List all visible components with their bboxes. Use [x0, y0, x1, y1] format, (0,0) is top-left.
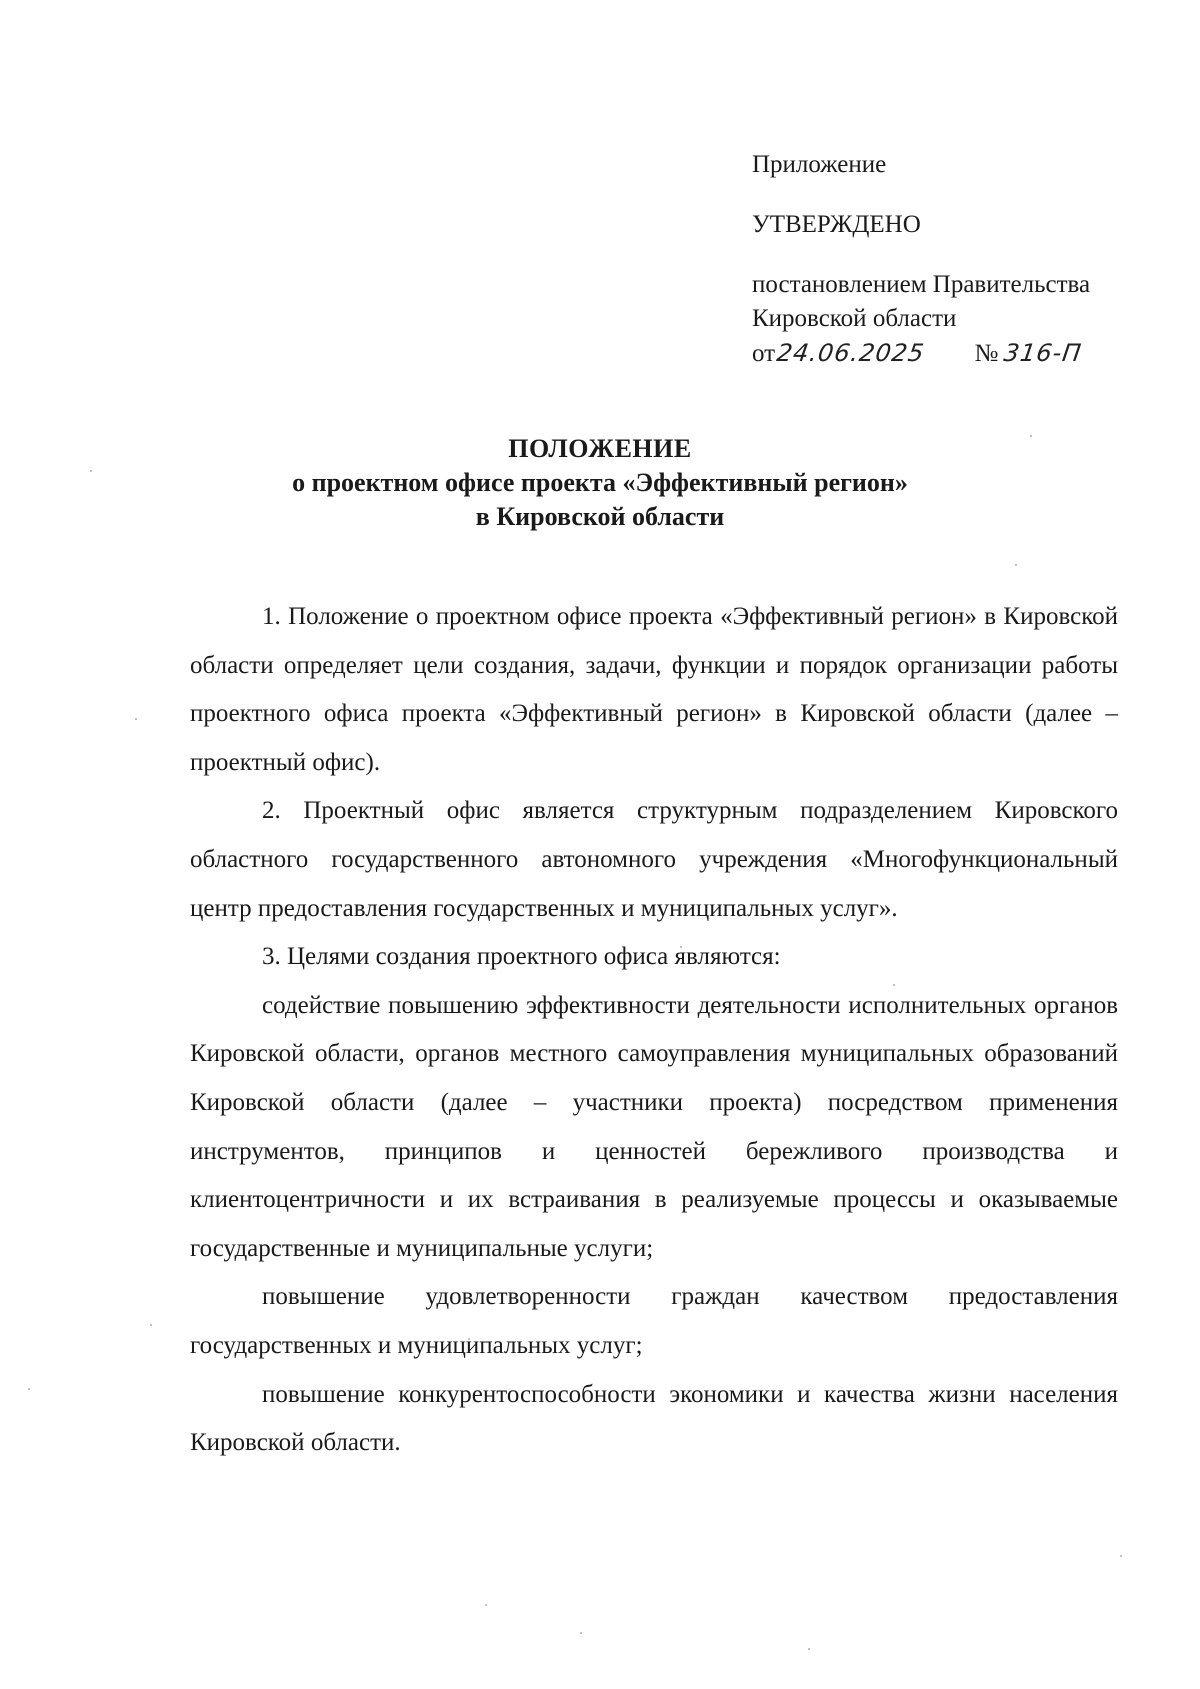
- approval-header: [752, 148, 1152, 371]
- title-line-3: в Кировской области: [475, 502, 725, 531]
- document-body: [190, 593, 1118, 1468]
- scan-speck: [1015, 564, 1017, 566]
- paragraph-5: повышение удовлетворенности граждан качеством предоставления государственных и муниципальных услуг;: [190, 1283, 1118, 1359]
- date-number-line: [752, 336, 1152, 371]
- scan-speck: [28, 1388, 30, 1390]
- approved-label: УТВЕРЖДЕНО: [752, 211, 921, 238]
- paragraph-1: 1. Положение о проектном офисе проекта «Эффективный регион» в Кировской области определяет цели создания, задачи, функции и порядок организации работы проектного офиса проекта «Эффективный регион» в Кировской области (далее – проектный офис).: [190, 603, 1118, 776]
- decree-line-1: постановлением Правительства: [752, 271, 1091, 298]
- handwritten-date: 24.06.2025: [775, 339, 927, 367]
- paragraph-2: 2. Проектный офис является структурным подразделением Кировского областного государственного автономного учреждения «Многофункциональный центр предоставления государственных и муниципальных услуг».: [190, 797, 1118, 922]
- title-line-2: о проектном офисе проекта «Эффективный регион»: [292, 468, 908, 497]
- scan-speck: [485, 1604, 487, 1606]
- paragraph-3: 3. Целями создания проектного офиса являются:: [262, 943, 781, 971]
- paragraph-4: содействие повышению эффективности деятельности исполнительных органов Кировской области, органов местного самоуправления муниципальных образований Кировской области (далее – участники проекта) посредством применения инструментов, принципов и ценностей бережливого производства и клиентоцентричности и их встраивания в реализуемые процессы и оказываемые государственные и муниципальные услуги;: [190, 991, 1118, 1262]
- scan-speck: [135, 718, 137, 720]
- document-title: [0, 432, 1200, 534]
- handwritten-number: 316-П: [1002, 339, 1084, 367]
- date-prefix: от: [752, 340, 776, 367]
- paragraph-6: повышение конкурентоспособности экономики и качества жизни населения Кировской области.: [190, 1380, 1118, 1457]
- scan-speck: [580, 1632, 582, 1634]
- title-main: ПОЛОЖЕНИЕ: [508, 434, 692, 463]
- number-label: №: [974, 340, 999, 367]
- appendix-label: Приложение: [752, 151, 887, 178]
- scan-speck: [1120, 1555, 1122, 1557]
- decree-line-2: Кировской области: [752, 305, 957, 332]
- scan-speck: [808, 1648, 810, 1650]
- scan-speck: [150, 1324, 152, 1326]
